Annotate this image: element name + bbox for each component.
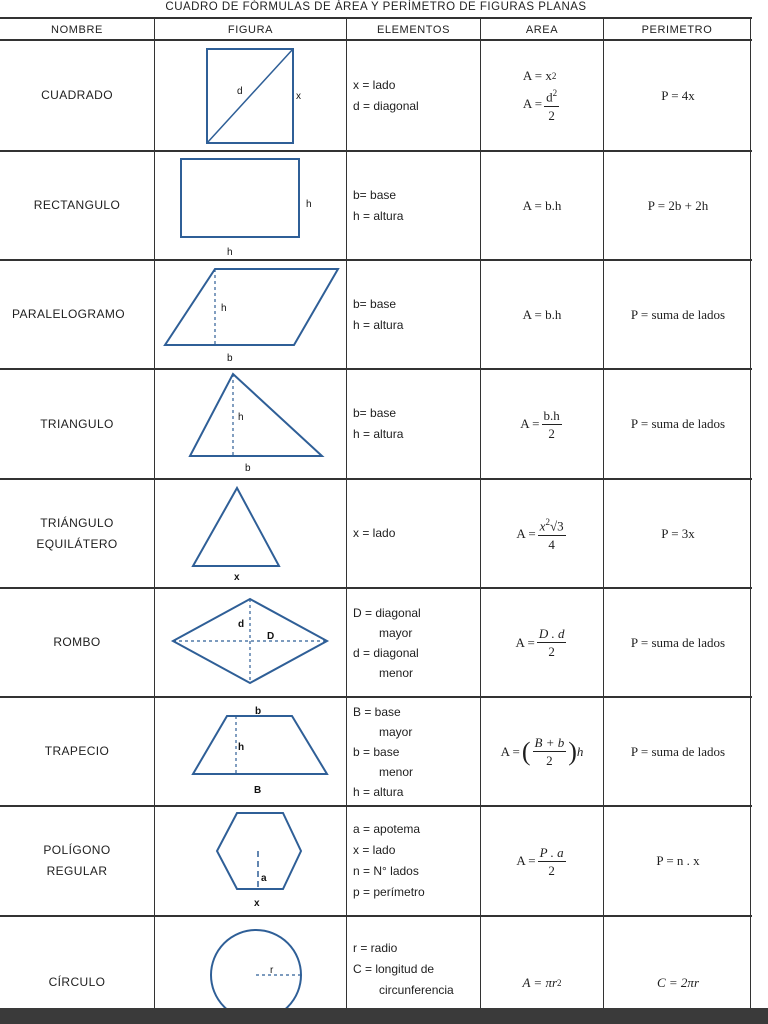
fraction (538, 845, 566, 878)
label-x: x (234, 572, 240, 583)
element-item: d = diagonal (353, 98, 419, 113)
elements-list (347, 917, 480, 1008)
footer-bar (0, 1008, 768, 1024)
label-d: d (238, 619, 245, 630)
area-formula (481, 698, 603, 805)
elements-list (347, 589, 480, 696)
element-item: x = lado (353, 526, 396, 540)
label-x: x (296, 91, 301, 102)
denominator: 2 (548, 862, 555, 878)
fraction (544, 86, 559, 122)
header-area: AREA (525, 24, 559, 36)
page-title: CUADRO DE FÓRMULAS DE ÁREA Y PERÍMETRO DE FIGURAS PLANAS (165, 1, 587, 13)
element-item: h = altura (353, 317, 404, 332)
header-nombre: NOMBRE (51, 24, 103, 36)
figure-rectangle (155, 152, 346, 259)
perimeter-formula: P = 4x (661, 87, 695, 103)
perimeter-formula: P = 2b + 2h (647, 197, 709, 213)
element-item: x = lado (353, 77, 396, 92)
area-lhs: A = (516, 853, 536, 868)
fraction (542, 408, 562, 441)
element-item: b= base (353, 187, 397, 202)
row-poligono-regular (0, 807, 752, 915)
element-item: d = diagonal (353, 645, 419, 660)
area-formula (481, 917, 603, 1008)
fraction (537, 626, 567, 659)
area-formula (481, 807, 603, 915)
area-tail: h (576, 743, 584, 759)
element-item: C = longitud de (353, 962, 435, 976)
shape-name: RECTANGULO (33, 198, 121, 212)
denominator: 2 (548, 644, 555, 659)
perimeter-formula: P = 3x (661, 525, 695, 541)
area-lhs: A = πr (522, 974, 558, 990)
elements-list (347, 480, 480, 587)
element-item: b= base (353, 296, 397, 311)
area-formula: A = b.h (522, 306, 562, 322)
element-item: p = perímetro (353, 885, 425, 899)
figure-equilateral-triangle (155, 480, 346, 587)
divider (0, 17, 752, 19)
label-h: h (306, 199, 312, 210)
numerator-root: √3 (549, 518, 564, 534)
label-h: h (221, 303, 227, 314)
paren-open: ( (521, 736, 531, 766)
fraction (538, 515, 566, 551)
perimeter-formula: P = suma de lados (630, 634, 726, 650)
element-item: D = diagonal (353, 605, 421, 620)
fraction (533, 735, 567, 768)
row-paralelogramo (0, 261, 752, 368)
element-item: mayor (379, 625, 413, 640)
header-perimetro: PERIMETRO (641, 24, 713, 36)
numerator-exponent: 2 (545, 517, 550, 528)
row-cuadrado (0, 41, 752, 150)
shape-name: PARALELOGRAMO (12, 307, 126, 321)
area-formula (481, 589, 603, 696)
element-item: a = apotema (353, 822, 421, 836)
row-triangulo-equilatero (0, 480, 752, 587)
figure-hexagon (155, 807, 346, 915)
perimeter-formula: P = suma de lados (630, 416, 726, 431)
page-margin (752, 0, 768, 1008)
elements-list (347, 152, 480, 259)
figure-square (155, 41, 346, 150)
label-b: b (227, 353, 233, 364)
label-b: b (245, 463, 251, 474)
area-lhs: A = (522, 96, 543, 112)
element-item: circunferencia (379, 983, 454, 997)
header-figura: FIGURA (227, 24, 274, 36)
label-h: h (238, 412, 244, 423)
perimeter-formula: P = suma de lados (630, 743, 726, 759)
shape-name: TRIANGULO (40, 416, 114, 431)
header-elementos: ELEMENTOS (376, 24, 451, 36)
shape-name-line1: TRIÁNGULO (40, 515, 114, 530)
denominator: 2 (548, 425, 555, 441)
perimeter-formula: P = n . x (656, 853, 700, 868)
perimeter-formula: C = 2πr (656, 974, 699, 990)
shape-name-line1: POLÍGONO (43, 843, 111, 857)
row-triangulo (0, 370, 752, 478)
shape-name-line2: REGULAR (46, 864, 108, 878)
area-exponent: 2 (557, 977, 562, 988)
row-trapecio (0, 698, 752, 805)
label-base: h (227, 247, 233, 258)
element-item: b = base (353, 744, 400, 759)
figure-rhombus (155, 589, 346, 696)
element-item: menor (379, 665, 414, 680)
denominator: 2 (548, 107, 555, 123)
element-item: b= base (353, 406, 397, 420)
shape-name (0, 480, 154, 587)
element-item: x = lado (353, 843, 396, 857)
area-lhs: A = (520, 416, 540, 431)
area-formula (481, 370, 603, 478)
shape-name: TRAPECIO (44, 744, 110, 758)
element-item: h = altura (353, 784, 404, 799)
area-formula: A = b.h (522, 197, 562, 213)
numerator: P . a (539, 844, 564, 860)
shape-name: ROMBO (53, 635, 101, 649)
shape-name (0, 807, 154, 915)
elements-list (347, 370, 480, 478)
area-line1: A = x (522, 68, 552, 84)
figure-triangle (155, 370, 346, 478)
elements-list (347, 698, 480, 805)
numerator: b.h (543, 407, 560, 423)
row-rombo (0, 589, 752, 696)
area-lhs: A = (516, 525, 536, 541)
figure-parallelogram (155, 261, 346, 368)
numerator-base: x (539, 518, 546, 534)
element-item: h = altura (353, 427, 404, 441)
figure-trapezoid (155, 698, 346, 805)
row-circulo (0, 917, 752, 1008)
element-item: r = radio (353, 941, 398, 955)
figure-circle (155, 917, 346, 1008)
label-d: d (237, 86, 243, 97)
label-a: a (261, 873, 267, 884)
element-item: menor (379, 764, 414, 779)
numerator-exponent: 2 (552, 88, 558, 99)
label-h: h (238, 742, 245, 753)
elements-list (347, 807, 480, 915)
area-lhs: A = (515, 634, 535, 650)
perimeter-formula: P = suma de lados (630, 306, 726, 322)
denominator: 2 (546, 753, 553, 768)
row-rectangulo (0, 152, 752, 259)
area-exponent: 2 (551, 71, 557, 82)
label-D: D (267, 631, 275, 642)
label-B: B (254, 785, 262, 796)
shape-name: CUADRADO (41, 88, 113, 102)
element-item: n = N° lados (353, 864, 419, 878)
label-b: b (255, 706, 262, 717)
denominator: 4 (548, 536, 555, 552)
shape-name-line2: EQUILÁTERO (36, 536, 118, 551)
numerator: B + b (534, 735, 565, 750)
area-lhs: A = (500, 743, 520, 759)
element-item: h = altura (353, 208, 404, 223)
shape-name: CÍRCULO (48, 975, 106, 989)
element-item: B = base (353, 704, 401, 719)
element-item: mayor (379, 724, 413, 739)
numerator: d (546, 89, 553, 105)
elements-list (347, 41, 480, 150)
numerator: D . d (538, 626, 565, 641)
label-r: r (270, 965, 274, 976)
paren-close: ) (568, 736, 577, 766)
label-x: x (254, 898, 260, 909)
elements-list (347, 261, 480, 368)
area-formula (481, 41, 603, 150)
area-formula (481, 480, 603, 587)
